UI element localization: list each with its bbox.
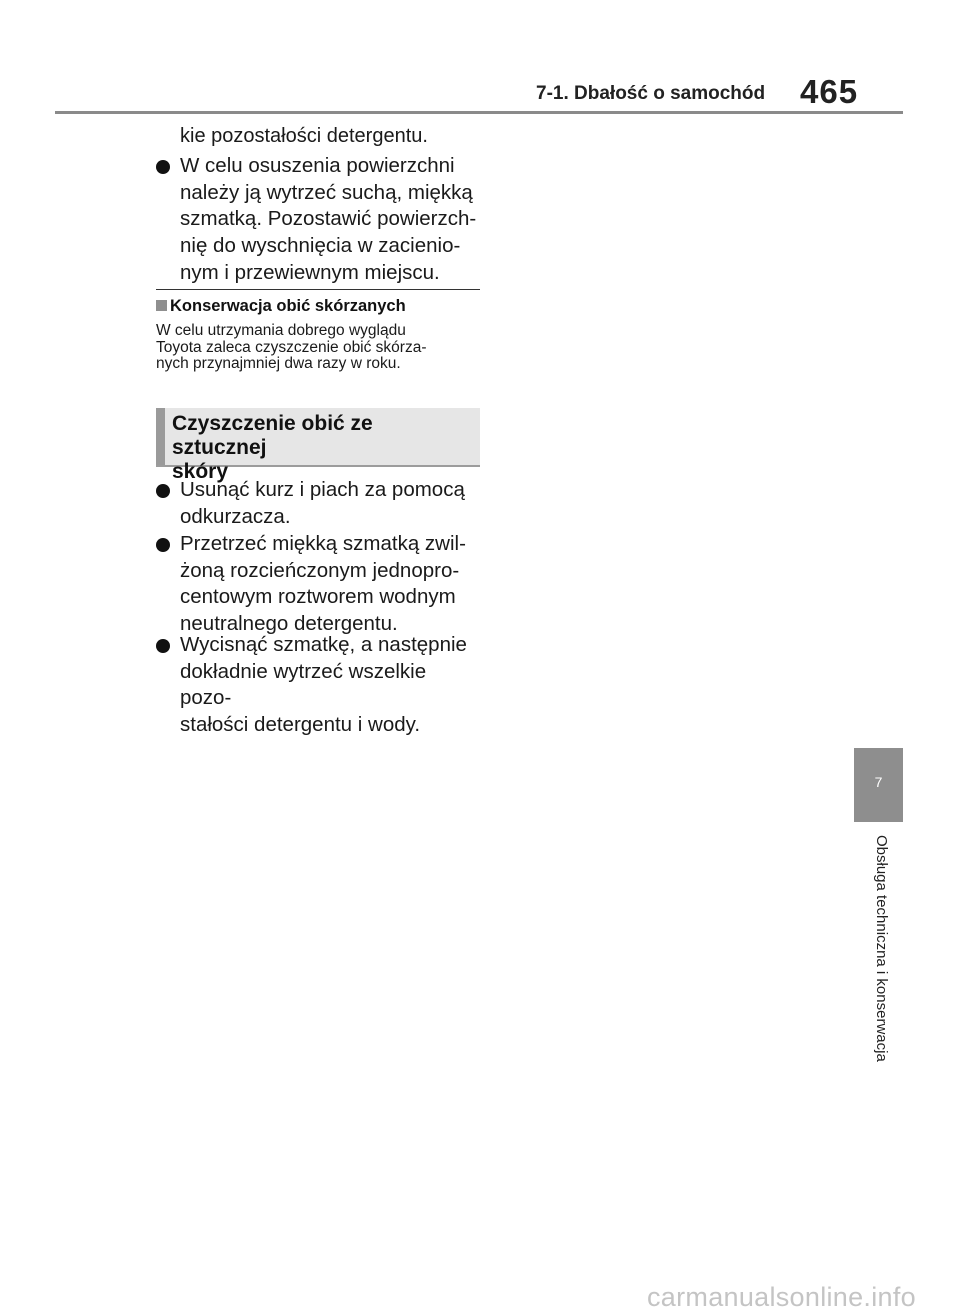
subsection-line: Toyota zaleca czyszczenie obić skórza- [156, 338, 427, 356]
chapter-tab [854, 748, 903, 822]
bullet-item [156, 153, 480, 287]
bullet-line: szmatką. Pozostawić powierzch- [180, 207, 477, 231]
bullet-line: neutralnego detergentu. [180, 612, 398, 636]
bullet-line: odkurzacza. [180, 504, 291, 528]
subsection-title: Konserwacja obić skórzanych [170, 297, 406, 315]
bullet-line: Wycisnąć szmatkę, a następnie [180, 633, 467, 656]
bullet-line: Przetrzeć miękką szmatką zwil- [180, 532, 466, 555]
bullet-dot-icon [156, 484, 170, 498]
bullet-item [156, 477, 480, 530]
bullet-line: nię do wyschnięcia w zacienio- [180, 234, 461, 258]
bullet-dot-icon [156, 160, 170, 174]
section-title-line: skóry [172, 460, 229, 483]
bullet-line: centowym roztworem wodnym [180, 585, 456, 609]
bullet-line: Usunąć kurz i piach za pomocą [180, 478, 465, 501]
subsection-heading [156, 297, 406, 316]
bullet-line: należy ją wytrzeć suchą, miękką [180, 180, 473, 204]
bullet-line: nym i przewiewnym miejscu. [180, 260, 440, 284]
bullet-line: stałości detergentu i wody. [180, 713, 421, 737]
bullet-line: W celu osuszenia powierzchni [180, 154, 455, 177]
header-divider [55, 111, 903, 114]
header-section-title: 7-1. Dbałość o samochód [536, 83, 766, 104]
section-title-line: Czyszczenie obić ze sztucznej [172, 412, 373, 459]
subsection-divider [156, 289, 480, 290]
continued-paragraph: kie pozostałości detergentu. [180, 125, 428, 147]
subsection-line: W celu utrzymania dobrego wyglądu [156, 322, 406, 339]
subsection-line: nych przynajmniej dwa razy w roku. [156, 355, 401, 372]
chapter-number: 7 [874, 774, 883, 790]
square-marker-icon [156, 300, 167, 311]
bullet-line: dokładnie wytrzeć wszelkie pozo- [180, 659, 427, 710]
bullet-dot-icon [156, 538, 170, 552]
bullet-item [156, 632, 480, 739]
bullet-dot-icon [156, 639, 170, 653]
bullet-item [156, 531, 480, 638]
watermark: carmanualsonline.info [647, 1282, 916, 1312]
section-heading-box [156, 408, 480, 483]
section-accent-bar [156, 408, 165, 465]
subsection-body [156, 323, 480, 373]
section-title [172, 412, 472, 484]
bullet-line: żoną rozcieńczonym jednopro- [180, 558, 460, 582]
page-number: 465 [800, 73, 859, 110]
chapter-title-vertical: Obsługa techniczna i konserwacja [873, 835, 890, 1062]
